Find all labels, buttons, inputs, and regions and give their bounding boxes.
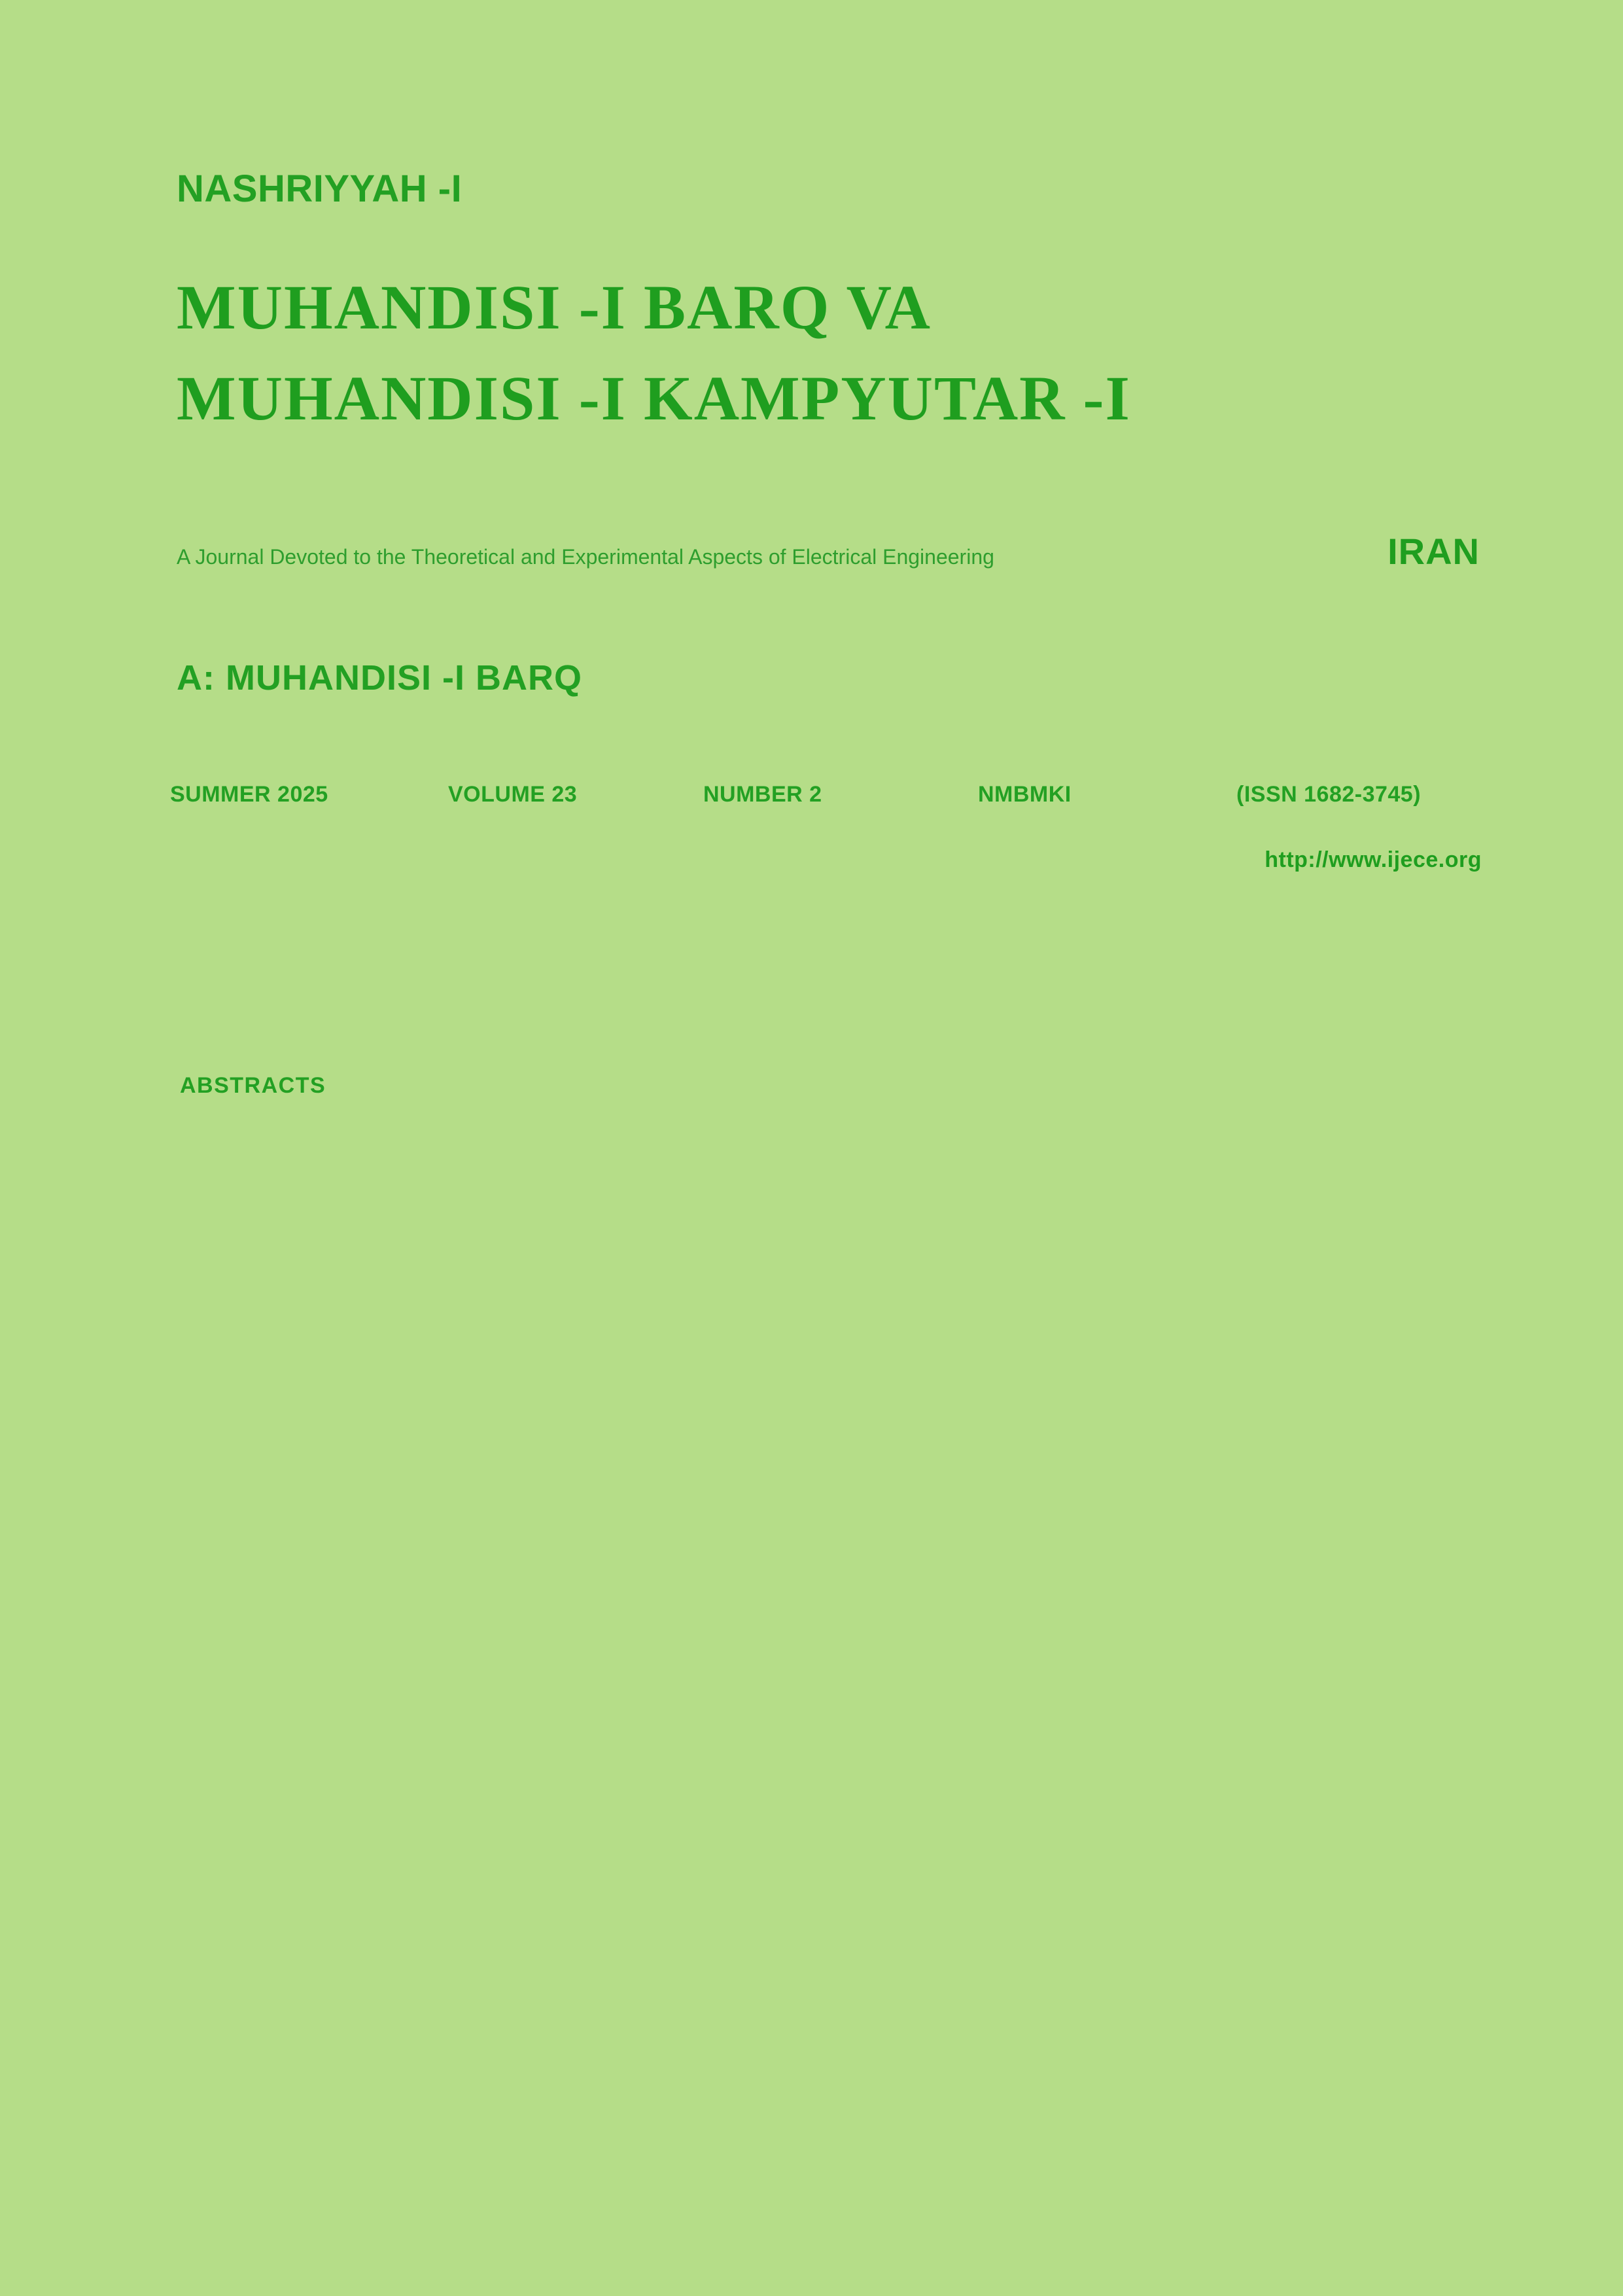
journal-section-title: A: MUHANDISI -I BARQ — [177, 658, 582, 698]
journal-kicker: NASHRIYYAH -I — [177, 168, 462, 210]
journal-title-line-1: MUHANDISI -I BARQ VA — [177, 272, 932, 342]
issue-volume: VOLUME 23 — [448, 782, 578, 807]
journal-title — [177, 262, 1485, 444]
issue-number: NUMBER 2 — [703, 782, 822, 807]
issue-code: NMBMKI — [978, 782, 1072, 807]
journal-title-line-2: MUHANDISI -I KAMPYUTAR -I — [177, 363, 1131, 434]
issue-issn: (ISSN 1682-3745) — [1236, 782, 1422, 807]
journal-website-link[interactable]: http://www.ijece.org — [1265, 847, 1482, 872]
subtitle-row — [177, 530, 1485, 573]
journal-country: IRAN — [1387, 531, 1480, 572]
journal-subtitle: A Journal Devoted to the Theoretical and Experimental Aspects of Electrical Engineering — [177, 545, 994, 569]
abstracts-label: ABSTRACTS — [180, 1073, 326, 1098]
issue-info-row — [170, 782, 1478, 807]
cover-content — [170, 0, 1485, 2296]
issue-season: SUMMER 2025 — [170, 782, 328, 807]
